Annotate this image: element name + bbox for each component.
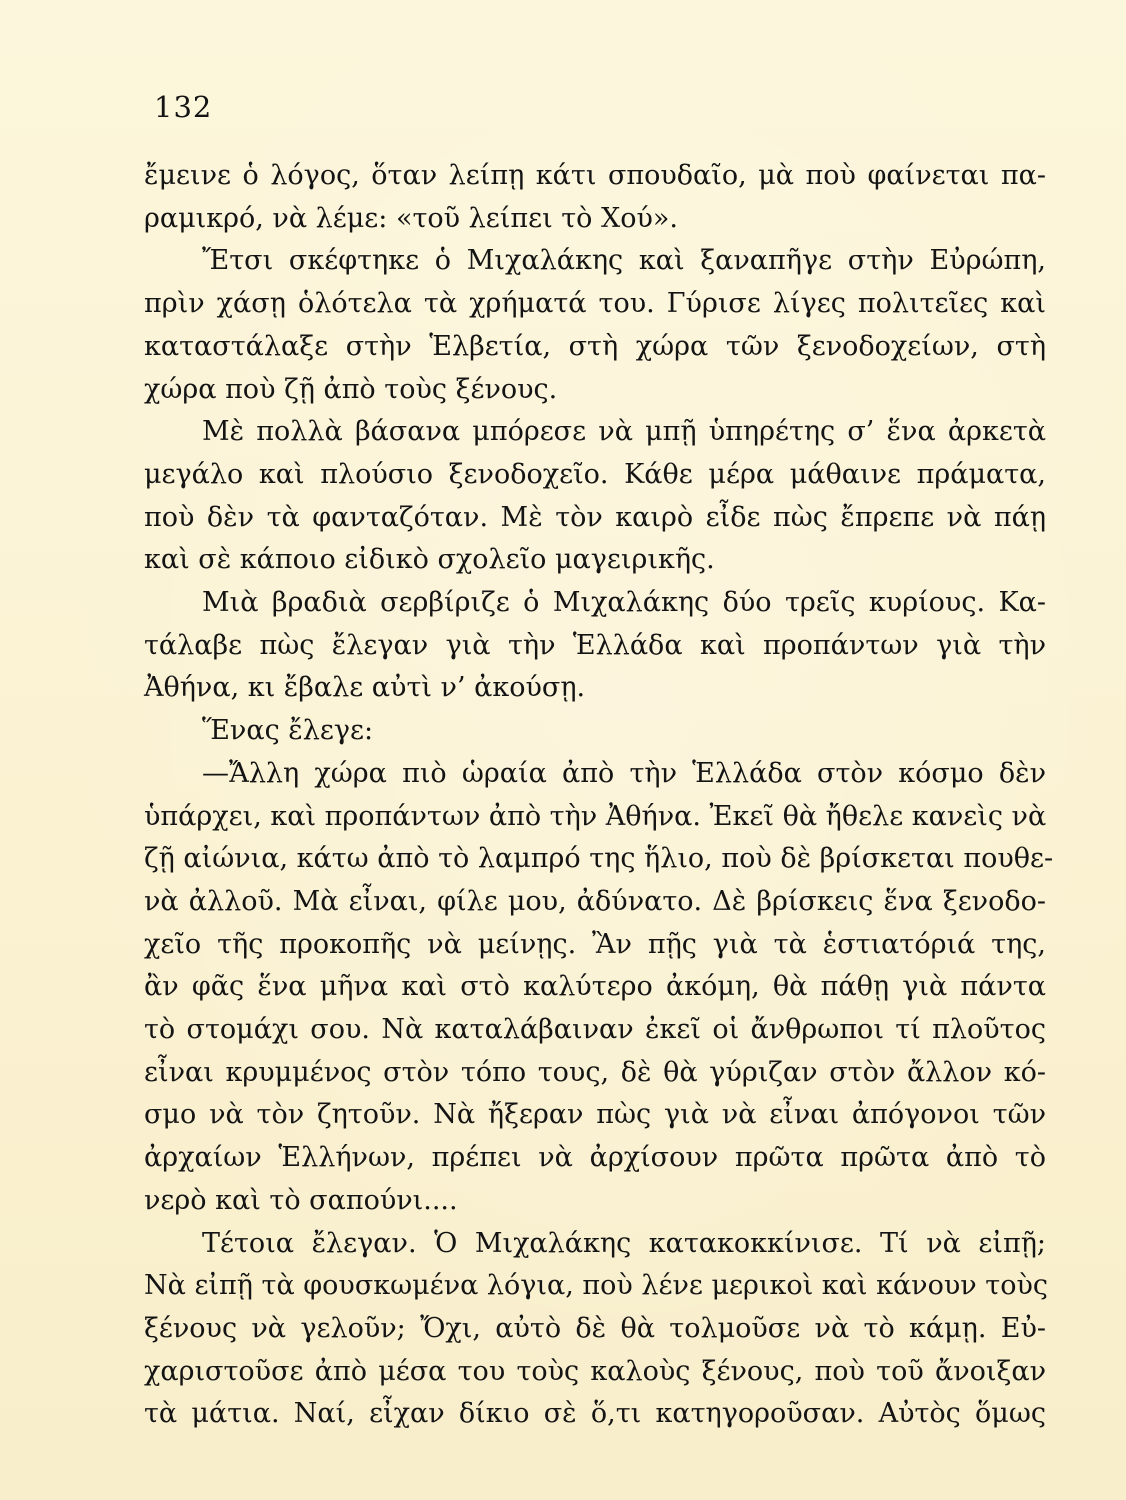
- text-line: εἶναι κρυμμένος στὸν τόπο τους, δὲ θὰ γύριζαν στὸν ἄλλον κό-: [144, 1056, 1046, 1088]
- text-line: σμο νὰ τὸν ζητοῦν. Νὰ ἤξεραν πὼς γιὰ νὰ εἶναι ἀπόγονοι τῶν: [144, 1099, 1046, 1131]
- text-line: ἀρχαίων Ἑλλήνων, πρέπει νὰ ἀρχίσουν πρῶτα πρῶτα ἀπὸ τὸ: [144, 1142, 1046, 1174]
- text-line: ξένους νὰ γελοῦν; Ὄχι, αὐτὸ δὲ θὰ τολμοῦσε νὰ τὸ κάμῃ. Εὐ-: [144, 1312, 1046, 1344]
- text-line: νὰ ἀλλοῦ. Μὰ εἶναι, φίλε μου, ἀδύνατο. Δὲ βρίσκεις ἕνα ξενοδο-: [144, 885, 1046, 917]
- body-text: [144, 155, 1054, 1436]
- text-line: Τέτοια ἔλεγαν. Ὁ Μιχαλάκης κατακοκκίνισε. Τί νὰ εἰπῇ;: [202, 1227, 1046, 1259]
- text-line: τὸ στομάχι σου. Νὰ καταλάβαιναν ἐκεῖ οἱ ἄνθρωποι τί πλοῦτος: [144, 1014, 1046, 1046]
- text-line: μεγάλο καὶ πλούσιο ξενοδοχεῖο. Κάθε μέρα μάθαινε πράματα,: [144, 458, 1046, 490]
- text-line: καὶ σὲ κάποιο εἰδικὸ σχολεῖο μαγειρικῆς.: [144, 544, 715, 576]
- text-line: Μιὰ βραδιὰ σερβίριζε ὁ Μιχαλάκης δύο τρεῖς κυρίους. Κα-: [202, 587, 1046, 619]
- text-line: Ἔτσι σκέφτηκε ὁ Μιχαλάκης καὶ ξαναπῆγε στὴν Εὐρώπη,: [202, 245, 1046, 277]
- dialogue-line: —Ἄλλη χώρα πιὸ ὡραία ἀπὸ τὴν Ἑλλάδα στὸν κόσμο δὲν: [202, 757, 1046, 789]
- text-line: Ἕνας ἔλεγε:: [202, 715, 374, 747]
- text-line: Μὲ πολλὰ βάσανα μπόρεσε νὰ μπῇ ὑπηρέτης σ’ ἕνα ἀρκετὰ: [202, 416, 1046, 448]
- text-line: χώρα ποὺ ζῇ ἀπὸ τοὺς ξένους.: [144, 373, 558, 405]
- text-line: πρὶν χάσῃ ὁλότελα τὰ χρήματά του. Γύρισε λίγες πολιτεῖες καὶ: [144, 288, 1046, 320]
- text-line: Ἀθήνα, κι ἔβαλε αὐτὶ ν’ ἀκούσῃ.: [144, 672, 586, 704]
- text-line: ὑπάρχει, καὶ προπάντων ἀπὸ τὴν Ἀθήνα. Ἐκεῖ θὰ ἤθελε κανεὶς νὰ: [144, 800, 1047, 832]
- text-line: τὰ μάτια. Ναί, εἶχαν δίκιο σὲ ὅ,τι κατηγοροῦσαν. Αὐτὸς ὅμως: [144, 1398, 1046, 1430]
- text-line: ἂν φᾶς ἕνα μῆνα καὶ στὸ καλύτερο ἀκόμη, θὰ πάθῃ γιὰ πάντα: [144, 971, 1046, 1003]
- text-line: ἔμεινε ὁ λόγος, ὅταν λείπῃ κάτι σπουδαῖο, μὰ ποὺ φαίνεται πα-: [144, 160, 1046, 191]
- text-line: νερὸ καὶ τὸ σαπούνι....: [144, 1184, 458, 1216]
- text-line: ζῇ αἰώνια, κάτω ἀπὸ τὸ λαμπρό της ἥλιο, ποὺ δὲ βρίσκεται πουθε-: [144, 843, 1054, 875]
- text-line: Νὰ εἰπῇ τὰ φουσκωμένα λόγια, ποὺ λένε μερικοὶ καὶ κάνουν τοὺς: [144, 1270, 1048, 1302]
- text-line: χεῖο τῆς προκοπῆς νὰ μείνῃς. Ἂν πῇς γιὰ τὰ ἑστιατόριά της,: [144, 928, 1046, 960]
- text-line: χαριστοῦσε ἀπὸ μέσα του τοὺς καλοὺς ξένους, ποὺ τοῦ ἄνοιξαν: [144, 1355, 1046, 1387]
- text-line: καταστάλαξε στὴν Ἑλβετία, στὴ χώρα τῶν ξενοδοχείων, στὴ: [144, 330, 1046, 362]
- text-line: ραμικρό, νὰ λέμε: «τοῦ λείπει τὸ Χού».: [144, 202, 679, 234]
- page-number: 132: [154, 90, 213, 124]
- text-line: ποὺ δὲν τὰ φανταζόταν. Μὲ τὸν καιρὸ εἶδε πὼς ἔπρεπε νὰ πάῃ: [144, 501, 1046, 533]
- text-line: τάλαβε πὼς ἔλεγαν γιὰ τὴν Ἑλλάδα καὶ προπάντων γιὰ τὴν: [144, 629, 1046, 661]
